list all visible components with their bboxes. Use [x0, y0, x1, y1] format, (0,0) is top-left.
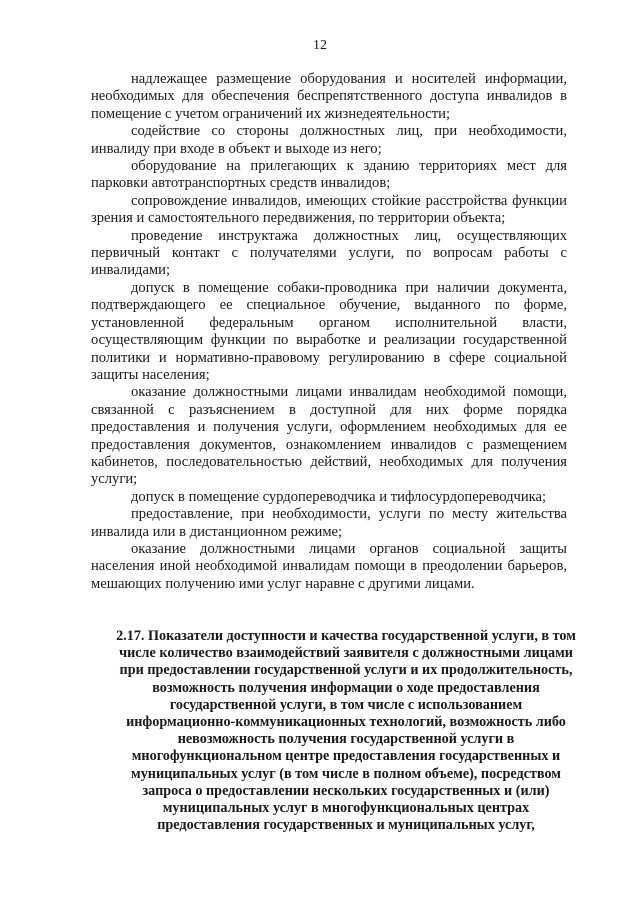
- paragraph-sign-interpreter: допуск в помещение сурдопереводчика и тифлосурдопереводчика;: [131, 488, 547, 505]
- section-heading: 2.17. Показатели доступности и качества государственной услуги, в том числе количество взаимодействий заявителя с должностными лицами при предоставлении государственной услуги и их продолжительность, возможность получения информации о ходе предоставления государственной услуги, в том числе с использованием информационно-коммуникационных технологий, возможность либо невозможность получения государственной услуги в многофункциональном центре предоставления государственных и муниципальных услуг (в том числе в полном объеме), посредством запроса о предоставлении нескольких государственных и (или) муниципальных услуг в многофункциональных центрах предоставления государственных и муниципальных услуг,: [116, 628, 576, 834]
- paragraph-parking: оборудование на прилегающих к зданию территориях мест для парковки автотранспортных средств инвалидов;: [91, 158, 567, 192]
- paragraph-guide-dog: допуск в помещение собаки-проводника при наличии документа, подтверждающего ее специальное обучение, выданного по форме, установленной федеральным органом исполнительной власти, осуществляющим функции по выработке и реализации государственной политики и нормативно-правовому регулированию в сфере социальной защиты населения;: [91, 279, 567, 383]
- page-number: 12: [313, 38, 327, 53]
- paragraph-escort: сопровождение инвалидов, имеющих стойкие расстройства функции зрения и самостоятельного передвижения, по территории объекта;: [91, 192, 567, 227]
- paragraph-other-assistance: оказание должностными лицами органов социальной защиты населения иной необходимой инвалидам помощи в преодолении барьеров, мешающих получению ими услуг наравне с другими лицами.: [91, 540, 567, 592]
- paragraph-staff-assistance: оказание должностными лицами инвалидам необходимой помощи, связанной с разъяснением в доступной для них форме порядка предоставления и получения услуги, оформлением необходимых для ее предоставления документов, ознакомлением инвалидов с размещением кабинетов, последовательностью действий, необходимых для получения услуги;: [91, 384, 567, 488]
- paragraph-remote-service: предоставление, при необходимости, услуги по месту жительства инвалида или в дистанционном режиме;: [91, 506, 567, 540]
- section-2-17: [116, 628, 576, 834]
- paragraph-staff-briefing: проведение инструктажа должностных лиц, осуществляющих первичный контакт с получателями услуги, по вопросам работы с инвалидами;: [91, 227, 567, 279]
- body-text: [91, 71, 567, 593]
- paragraph-accessibility-equipment: надлежащее размещение оборудования и носителей информации, необходимых для обеспечения беспрепятственного доступа инвалидов в помещение с учетом ограничений их жизнедеятельности;: [91, 71, 567, 122]
- paragraph-entry-assistance: содействие со стороны должностных лиц, при необходимости, инвалиду при входе в объект и выходе из него;: [91, 123, 567, 157]
